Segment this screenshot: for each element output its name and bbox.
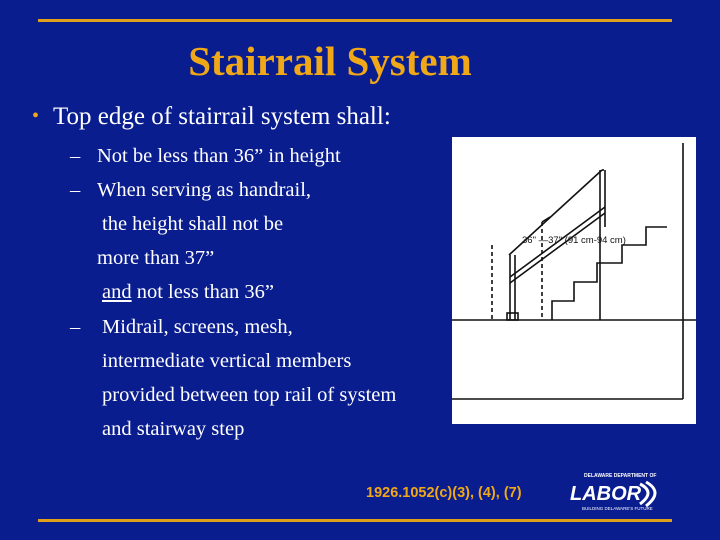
sub-bullet-1-text: Not be less than 36” in height: [97, 145, 341, 167]
main-bullet: [32, 102, 391, 133]
svg-text:LABOR: LABOR: [570, 483, 642, 505]
main-bullet-text: Top edge of stairrail system shall:: [53, 103, 391, 130]
osha-citation: 1926.1052(c)(3), (4), (7): [366, 485, 522, 501]
delaware-labor-logo: [568, 468, 664, 516]
sub-bullet-3-line-2: intermediate vertical members: [102, 350, 352, 372]
svg-text:BUILDING DELAWARE'S FUTURE: BUILDING DELAWARE'S FUTURE: [582, 506, 653, 511]
sub-bullet-3-line-1: Midrail, screens, mesh,: [102, 316, 293, 338]
diagram-dimension-label: 36" —37" (91 cm-94 cm): [522, 235, 626, 246]
sub-bullet-2: [70, 173, 312, 207]
bullet-dot: •: [32, 105, 40, 127]
sub-bullet-dash: –: [70, 316, 81, 338]
sub-bullet-2-line-1: When serving as handrail,: [97, 179, 312, 201]
svg-text:DELAWARE DEPARTMENT OF: DELAWARE DEPARTMENT OF: [584, 473, 657, 479]
sub-bullet-3-line-4: and stairway step: [102, 418, 245, 440]
sub-bullet-2-line-4: [102, 275, 274, 309]
sub-bullet-2-line-2: the height shall not be: [102, 213, 284, 235]
labor-logo-icon: [568, 468, 664, 516]
sub-bullet-1: [70, 139, 341, 173]
stairrail-diagram: [452, 137, 696, 424]
top-rule: [38, 19, 672, 22]
sub-bullet-2-line-3: more than 37”: [97, 247, 215, 269]
sub-bullet-dash: –: [70, 179, 81, 201]
sub-bullet-3-line-3: provided between top rail of system: [102, 384, 397, 406]
sub-bullet-dash: –: [70, 145, 81, 167]
bottom-rule: [38, 519, 672, 522]
stairrail-diagram-drawing: [452, 137, 696, 424]
sub-bullet-3: [70, 310, 293, 344]
sub-bullet-2-line-4-rest: not less than 36”: [131, 281, 274, 303]
underlined-and: and: [102, 281, 132, 303]
slide-title: Stairrail System: [188, 38, 472, 84]
